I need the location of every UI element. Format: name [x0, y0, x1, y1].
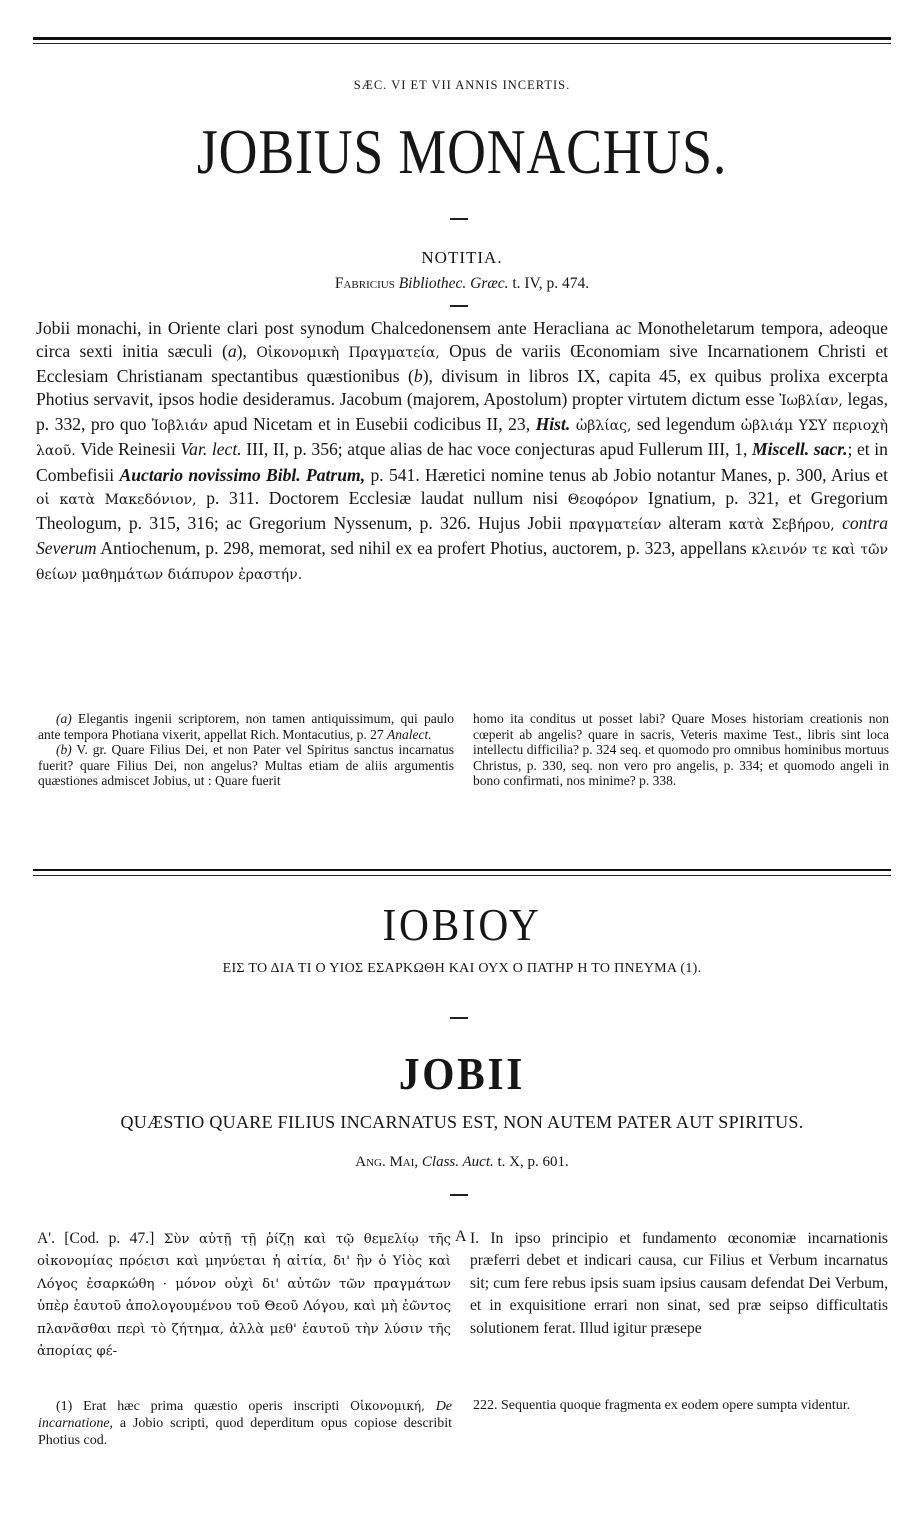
latin-text-column: I. In ipso principio et fundamento œconomiæ incarnationis præferri debet et indicari causa, cur Filius et Verbum incarnatus sit; cum fere rebus ipsis suam ipsius causam defendat Dei Verbum, et in exquisitione errari non sinat, sed præ seipso difficultatis solutionem ferat. Illud igitur præsepe [470, 1230, 888, 1337]
top-rule-thin [33, 43, 891, 44]
separator-dash [450, 1017, 468, 1019]
separator-dash [450, 305, 468, 307]
intro-paragraph: Jobii monachi, in Oriente clari post synodum Chalcedonensem ante Heracliana ac Monotheletarum tempora, adeoque circa sexti initia sæculi (a), Οἰκονομικὴ Πραγματεία, Opus de variis Œconomiam sive Incarnationem Christi et Ecclesiam Christianam spectantibus quæstionibus (b), divisum in libros IX, capita 45, ex quibus prolixa excerpta Photius servavit, ipsos hodie desideramus. Jacobum (majorem, Apostolum) propter virtutem dictum esse Ἰωβλίαν, legas, p. 332, pro quo Ἰοβλιάν apud Nicetam et in Eusebii codicibus II, 23, Hist. ὠβλίας, sed legendum ὠβλιάμ ΥΣΥ περιοχὴ λαοῦ. Vide Reinesii Var. lect. III, II, p. 356; atque alias de hac voce conjecturas apud Fullerum III, 1, Miscell. sacr.; et in Combefisii Auctario novissimo Bibl. Patrum, p. 541. Hæretici nomine tenus ab Jobio notantur Manes, p. 300, Arius et οἱ κατὰ Μακεδόνιον, p. 311. Doctorem Ecclesiæ laudat nullum nisi Θεοφόρον Ignatium, p. 321, et Gregorium Theologum, p. 315, 316; ac Gregorium Nyssenum, p. 326. Hujus Jobii πραγματείαν alteram κατὰ Σεβήρου, contra Severum Antiochenum, p. 298, memorat, sed nihil ex ea profert Photius, auctorem, p. 323, appellans κλεινόν τε καὶ τῶν θείων μαθημάτων διάπυρον ἐραστήν. [36, 318, 889, 583]
intro-footnotes-right: homo ita conditus ut posset labi? Quare Moses historiam creationis non cœperit ab angelis? quare in sacris, Veteris maxime Test., libris sint loca intellectu difficilia? p. 324 seq. et quomodo pro omnibus hominibus mortuus Christus, p. 330, seq. non vero pro angelis, p. 334; et quomodo angeli in bono confirmati, nos minime? p. 338. [473, 711, 889, 789]
separator-dash [450, 218, 468, 220]
running-head: SÆC. VI ET VII ANNIS INCERTIS. [353, 78, 571, 92]
footnote-b: (b) V. gr. Quare Filius Dei, et non Pater vel Spiritus sanctus incarnatus fuerit? quare Filius Dei, non angelus? Multas etiam de aliis argumentis quæstiones admiscet Jobius, ut : Quare fuerit [38, 742, 454, 789]
footnote-a: (a) Elegantis ingenii scriptorem, non tamen antiquissimum, qui paulo ante tempora Photiana vixerit, appellat Rich. Montacutius, p. 27 Analect. [38, 711, 454, 742]
latin-title: JOBII [398, 1048, 526, 1099]
latin-subtitle: QUÆSTIO QUARE FILIUS INCARNATUS EST, NON AUTEM PATER AUT SPIRITUS. [120, 1112, 804, 1132]
page-title: JOBIUS MONACHUS. [196, 116, 728, 187]
greek-text-column: Α'. [Cod. p. 47.] Σὺν αὐτῇ τῇ ῥίζῃ καὶ τῷ θεμελίῳ τῆς οἰκονομίας πρόεισι καὶ μηνύεται ἡ αἰτία, δι' ἣν ὁ Υἱὸς καὶ Λόγος ἐσαρκώθη · μόνον οὐχὶ δι' αὐτῶν τῶν πραγμάτων ὑπὲρ ἑαυτοῦ ἀπολογουμένου τοῦ Θεοῦ Λόγου, καὶ μὴ ἐῶντος πλανᾶσθαι περὶ τὸ ζήτημα, ἀλλὰ μεθ' ἑαυτοῦ τὴν λύσιν τῆς ἀπορίας φέ- [37, 1230, 451, 1360]
mai-reference: Ang. Mai, Class. Auct. t. X, p. 601. [355, 1154, 569, 1170]
bottom-footnote-left: (1) Erat hæc prima quæstio operis inscripti Οἰκονομική, De incarnatione, a Jobio scripti, quod deperditum opus copiose describit Photius cod. [38, 1399, 453, 1448]
fabricius-reference [30, 275, 894, 293]
section-rule [33, 869, 891, 871]
greek-title: ΙΟΒΙΟΥ [382, 899, 542, 950]
ref-location: t. IV, p. 474. [512, 275, 590, 292]
margin-letter: A [455, 1228, 467, 1245]
separator-dash [450, 1194, 468, 1196]
notitia-heading: NOTITIA. [421, 248, 503, 267]
ref-work: Bibliothec. Græc. [398, 275, 509, 292]
intro-footnotes-left [38, 711, 454, 789]
bottom-footnote-right: 222. Sequentia quoque fragmenta ex eodem opere sumpta videntur. [473, 1398, 851, 1413]
greek-subtitle: ΕΙΣ ΤΟ ΔΙΑ ΤΙ Ο ΥΙΟΣ ΕΣΑΡΚΩΘΗ ΚΑΙ ΟΥΧ Ο ΠΑΤΗΡ Η ΤΟ ΠΝΕΥΜΑ (1). [222, 961, 702, 976]
top-rule [33, 37, 891, 40]
ref-author: Fabricius [334, 275, 395, 292]
section-rule-thin [33, 875, 891, 876]
